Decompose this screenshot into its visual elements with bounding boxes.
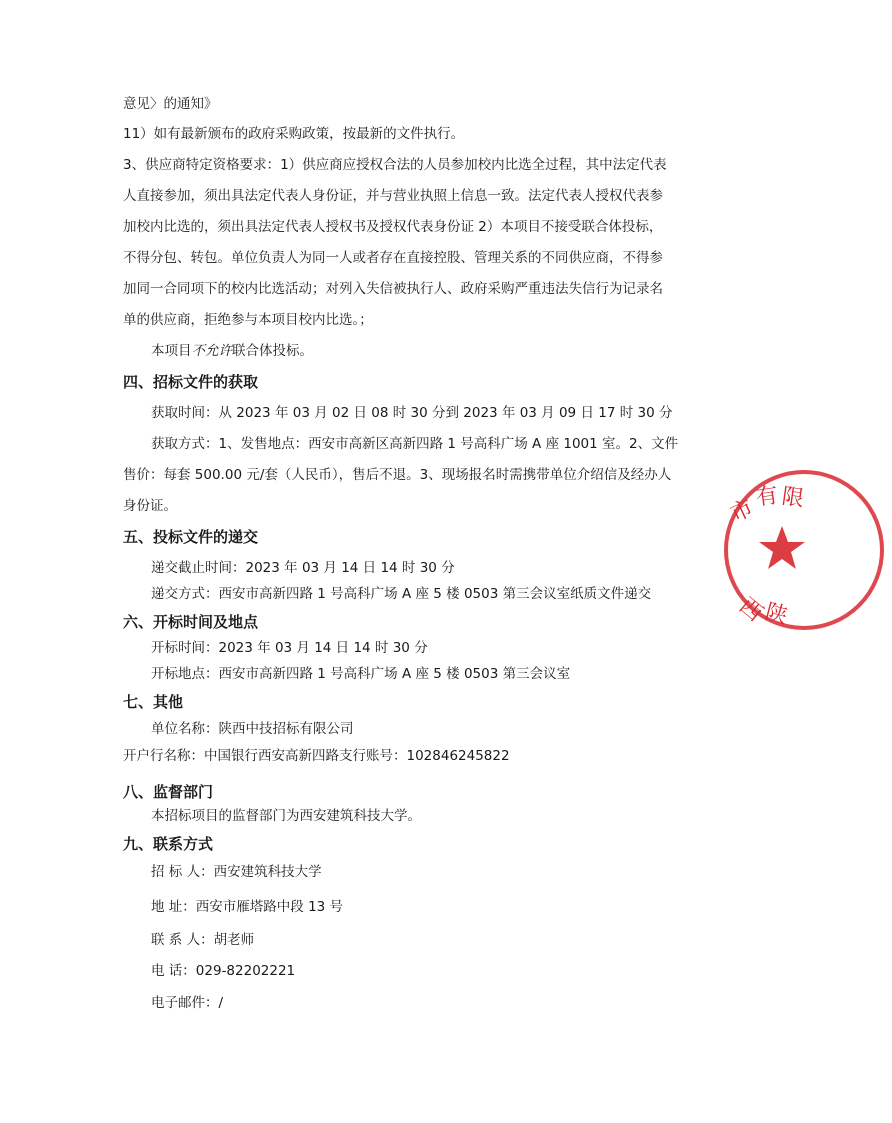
bank-account: 开户行名称：中国银行西安高新四路支行账号：102846245822 — [123, 748, 510, 764]
contact-label: 地 址： — [151, 899, 196, 915]
consortium-note — [151, 341, 313, 361]
acquire-method-line: 身份证。 — [123, 498, 177, 514]
section-7-title: 七、其他 — [123, 693, 184, 711]
contact-value: 西安市雁塔路中段 13 号 — [195, 899, 344, 915]
special-req-line: 3、供应商特定资格要求：1）供应商应授权合法的人员参加校内比选全过程，其中法定代表 — [123, 157, 667, 173]
contact-label: 电子邮件： — [151, 995, 219, 1011]
section-9-title: 九、联系方式 — [123, 835, 214, 853]
contact-label: 招 标 人： — [151, 864, 214, 880]
opening-place: 开标地点：西安市高新四路 1 号高科广场 A 座 5 楼 0503 第三会议室 — [151, 666, 571, 682]
consortium-emph: 不允许 — [191, 343, 232, 359]
seal-char: 市 — [726, 495, 758, 528]
seal-char: 西 — [734, 593, 768, 627]
section-6-title: 六、开标时间及地点 — [123, 613, 259, 631]
acquire-method-line: 获取方式：1、发售地点：西安市高新区高新四路 1 号高科广场 A 座 1001 室。2、文件 — [151, 436, 679, 452]
contact-row — [151, 897, 343, 917]
submit-deadline: 递交截止时间：2023 年 03 月 14 日 14 时 30 分 — [151, 560, 455, 576]
consortium-suffix: 联合体投标。 — [232, 343, 313, 359]
policy-item-11: 11）如有最新颁布的政府采购政策，按最新的文件执行。 — [123, 126, 465, 142]
seal-star-icon — [759, 526, 805, 569]
special-req-line: 单的供应商，拒绝参与本项目校内比选。； — [123, 312, 373, 328]
seal-char: 限 — [780, 484, 806, 513]
submit-method: 递交方式：西安市高新四路 1 号高科广场 A 座 5 楼 0503 第三会议室纸质文件递交 — [151, 586, 652, 602]
section-8-title: 八、监督部门 — [123, 783, 214, 801]
supervision-text: 本招标项目的监督部门为西安建筑科技大学。 — [151, 808, 421, 824]
acquire-method-line: 售价：每套 500.00 元/套（人民币），售后不退。3、现场报名时需携带单位介绍信及经办人 — [123, 467, 672, 483]
contact-row — [151, 961, 295, 981]
seal-char: 陕 — [762, 599, 791, 630]
contact-label: 联 系 人： — [151, 932, 214, 948]
contact-value: 西安建筑科技大学 — [213, 864, 322, 880]
seal-graphic — [712, 458, 892, 658]
contact-value: 胡老师 — [213, 932, 255, 948]
contact-label: 电 话： — [151, 963, 196, 979]
company-seal — [712, 458, 806, 658]
special-req-line: 人直接参加，须出具法定代表人身份证，并与营业执照上信息一致。法定代表人授权代表参 — [123, 188, 663, 204]
unit-name: 单位名称：陕西中技招标有限公司 — [151, 721, 354, 737]
special-req-line: 不得分包、转包。单位负责人为同一人或者存在直接控股、管理关系的不同供应商，不得参 — [123, 250, 663, 266]
special-req-line: 加同一合同项下的校内比选活动；对列入失信被执行人、政府采购严重违法失信行为记录名 — [123, 281, 663, 297]
section-5-title: 五、投标文件的递交 — [123, 528, 259, 546]
contact-row — [151, 993, 223, 1013]
contact-row — [151, 930, 254, 950]
contact-row — [151, 862, 322, 882]
intro-tail-text: 意见〉的通知》 — [123, 96, 218, 112]
seal-char: 有 — [754, 483, 780, 511]
consortium-prefix: 本项目 — [151, 343, 192, 359]
acquire-time: 获取时间：从 2023 年 03 月 02 日 08 时 30 分到 2023 年 03 月 09 日 17 时 30 分 — [151, 405, 673, 421]
special-req-line: 加校内比选的，须出具法定代表人授权书及授权代表身份证 2）本项目不接受联合体投标， — [123, 219, 663, 235]
opening-time: 开标时间：2023 年 03 月 14 日 14 时 30 分 — [151, 640, 428, 656]
contact-value: / — [218, 995, 224, 1011]
section-4-title: 四、招标文件的获取 — [123, 373, 259, 391]
contact-value: 029-82202221 — [195, 963, 296, 979]
